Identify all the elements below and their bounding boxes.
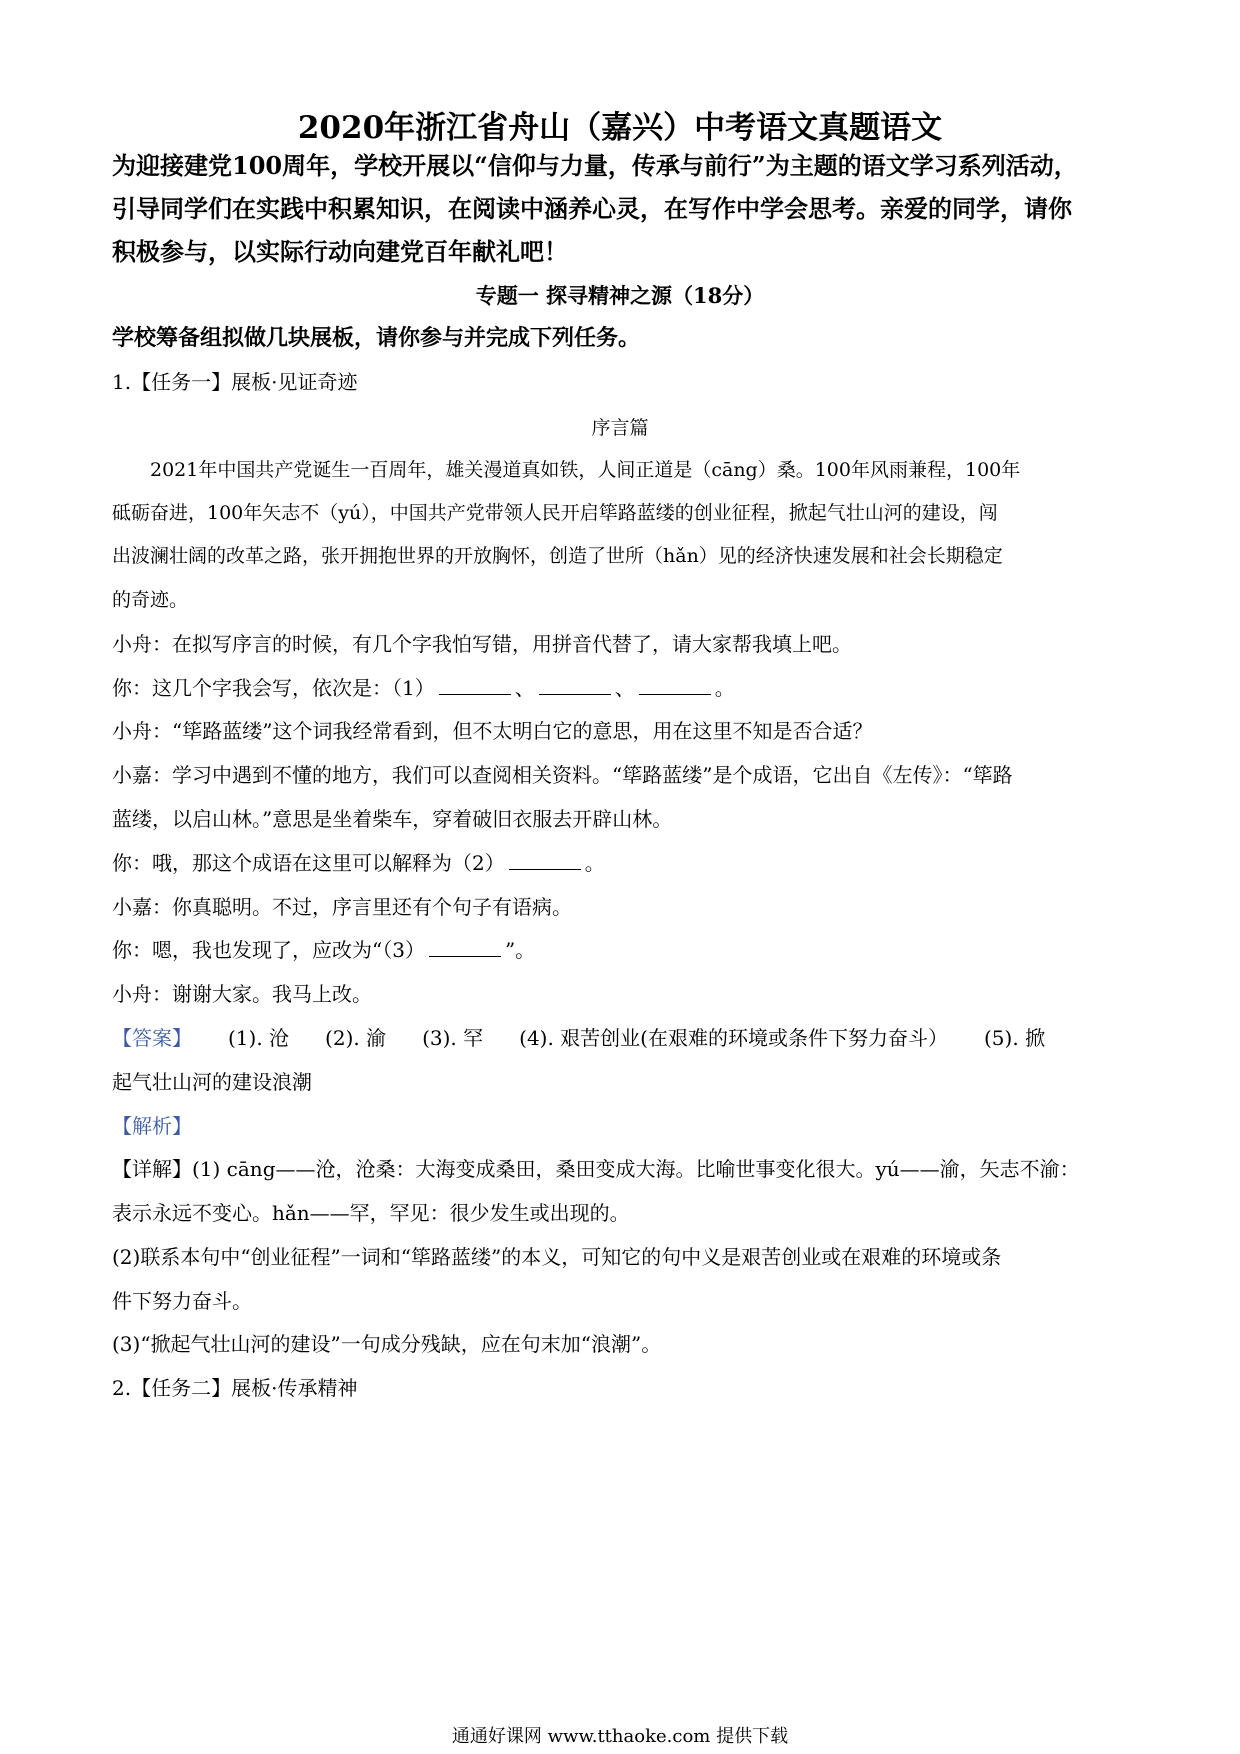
- page-title: 2020年浙江省舟山（嘉兴）中考语文真题语文: [297, 110, 943, 146]
- answer-blank-3[interactable]: [639, 676, 711, 695]
- answer-4: (4). 艰苦创业(在艰难的环境或条件下努力奋斗）: [519, 1026, 948, 1050]
- analysis-line-4: 件下努力奋斗。: [112, 1289, 252, 1313]
- analysis-label: 【解析】: [112, 1114, 192, 1138]
- answer-continuation: 起气壮山河的建设浪潮: [112, 1070, 312, 1094]
- dialog-line-5: [112, 849, 1128, 877]
- dialog-2-prefix: 你：这几个字我会写，依次是：（1）: [112, 676, 435, 700]
- dialog-line-4b: 蓝缕，以启山林。”意思是坐着柴车，穿着破旧衣服去开辟山林。: [112, 807, 673, 831]
- answer-blank-5[interactable]: [429, 938, 501, 957]
- intro-line-1: 为迎接建党100周年，学校开展以“信仰与力量，传承与前行”为主题的语文学习系列活动，: [112, 151, 1078, 180]
- preface-line-3: 出波澜壮阔的改革之路，张开拥抱世界的开放胸怀，创造了世所（hǎn）见的经济快速发展和社会长期稳定: [112, 545, 1003, 567]
- preface-line-1: 2021年中国共产党诞生一百周年，雄关漫道真如铁，人间正道是（cāng）桑。100年风雨兼程，100年: [150, 459, 1021, 481]
- preface-title: 序言篇: [591, 417, 649, 439]
- dialog-line-1: 小舟：在拟写序言的时候，有几个字我怕写错，用拼音代替了，请大家帮我填上吧。: [112, 632, 852, 656]
- answer-label: 【答案】: [112, 1026, 192, 1050]
- closing-quote: ”。: [504, 938, 536, 962]
- dialog-line-7: [112, 936, 1128, 964]
- q1-heading: 1.【任务一】展板·见证奇迹: [112, 370, 358, 394]
- separator: 、: [614, 676, 635, 700]
- analysis-line-3: (2)联系本句中“创业征程”一词和“筚路蓝缕”的本义，可知它的句中义是艰苦创业或在艰难的环境或条: [112, 1245, 1002, 1269]
- page-footer: 通通好课网 www.tthaoke.com 提供下载: [451, 1726, 789, 1747]
- dialog-line-3: 小舟：“筚路蓝缕”这个词我经常看到，但不太明白它的意思，用在这里不知是否合适？: [112, 719, 873, 743]
- task-intro: 学校筹备组拟做几块展板，请你参与并完成下列任务。: [112, 325, 641, 351]
- section-heading: 专题一 探寻精神之源（18分）: [475, 283, 765, 308]
- dialog-line-8: 小舟：谢谢大家。我马上改。: [112, 982, 372, 1006]
- answer-blank-2[interactable]: [539, 676, 611, 695]
- answer-blank-4[interactable]: [509, 851, 581, 870]
- answer-2: (2). 渝: [325, 1026, 387, 1050]
- dialog-7-prefix: 你：嗯，我也发现了，应改为“（3）: [112, 938, 425, 962]
- answer-5: (5). 掀: [984, 1026, 1046, 1050]
- analysis-line-2: 表示永远不变心。hǎn——罕，罕见：很少发生或出现的。: [112, 1201, 630, 1225]
- analysis-line-5: (3)“掀起气壮山河的建设”一句成分残缺，应在句末加“浪潮”。: [112, 1332, 662, 1356]
- answer-blank-1[interactable]: [439, 676, 511, 695]
- dialog-5-prefix: 你：哦，那这个成语在这里可以解释为（2）: [112, 851, 505, 875]
- dialog-line-2: [112, 674, 1128, 702]
- answer-line: [112, 1024, 1128, 1052]
- preface-line-2: 砥砺奋进，100年矢志不（yú），中国共产党带领人民开启筚路蓝缕的创业征程，掀起气壮山河的建设，闯: [112, 502, 998, 524]
- dialog-line-4a: 小嘉：学习中遇到不懂的地方，我们可以查阅相关资料。“筚路蓝缕”是个成语，它出自《左传》：“筚路: [112, 763, 1013, 787]
- period: 。: [714, 676, 735, 700]
- intro-line-2: 引导同学们在实践中积累知识，在阅读中涵养心灵，在写作中学会思考。亲爱的同学，请你: [112, 194, 1072, 223]
- separator: 、: [514, 676, 535, 700]
- period: 。: [584, 851, 605, 875]
- dialog-line-6: 小嘉：你真聪明。不过，序言里还有个句子有语病。: [112, 895, 572, 919]
- analysis-line-1: 【详解】(1) cāng——沧，沧桑：大海变成桑田，桑田变成大海。比喻世事变化很大。yú——渝，矢志不渝：: [112, 1157, 1080, 1181]
- intro-line-3: 积极参与，以实际行动向建党百年献礼吧！: [112, 237, 568, 266]
- answer-1: (1). 沧: [228, 1026, 290, 1050]
- preface-line-4: 的奇迹。: [112, 589, 189, 611]
- q2-heading: 2.【任务二】展板·传承精神: [112, 1376, 358, 1400]
- answer-3: (3). 罕: [422, 1026, 484, 1050]
